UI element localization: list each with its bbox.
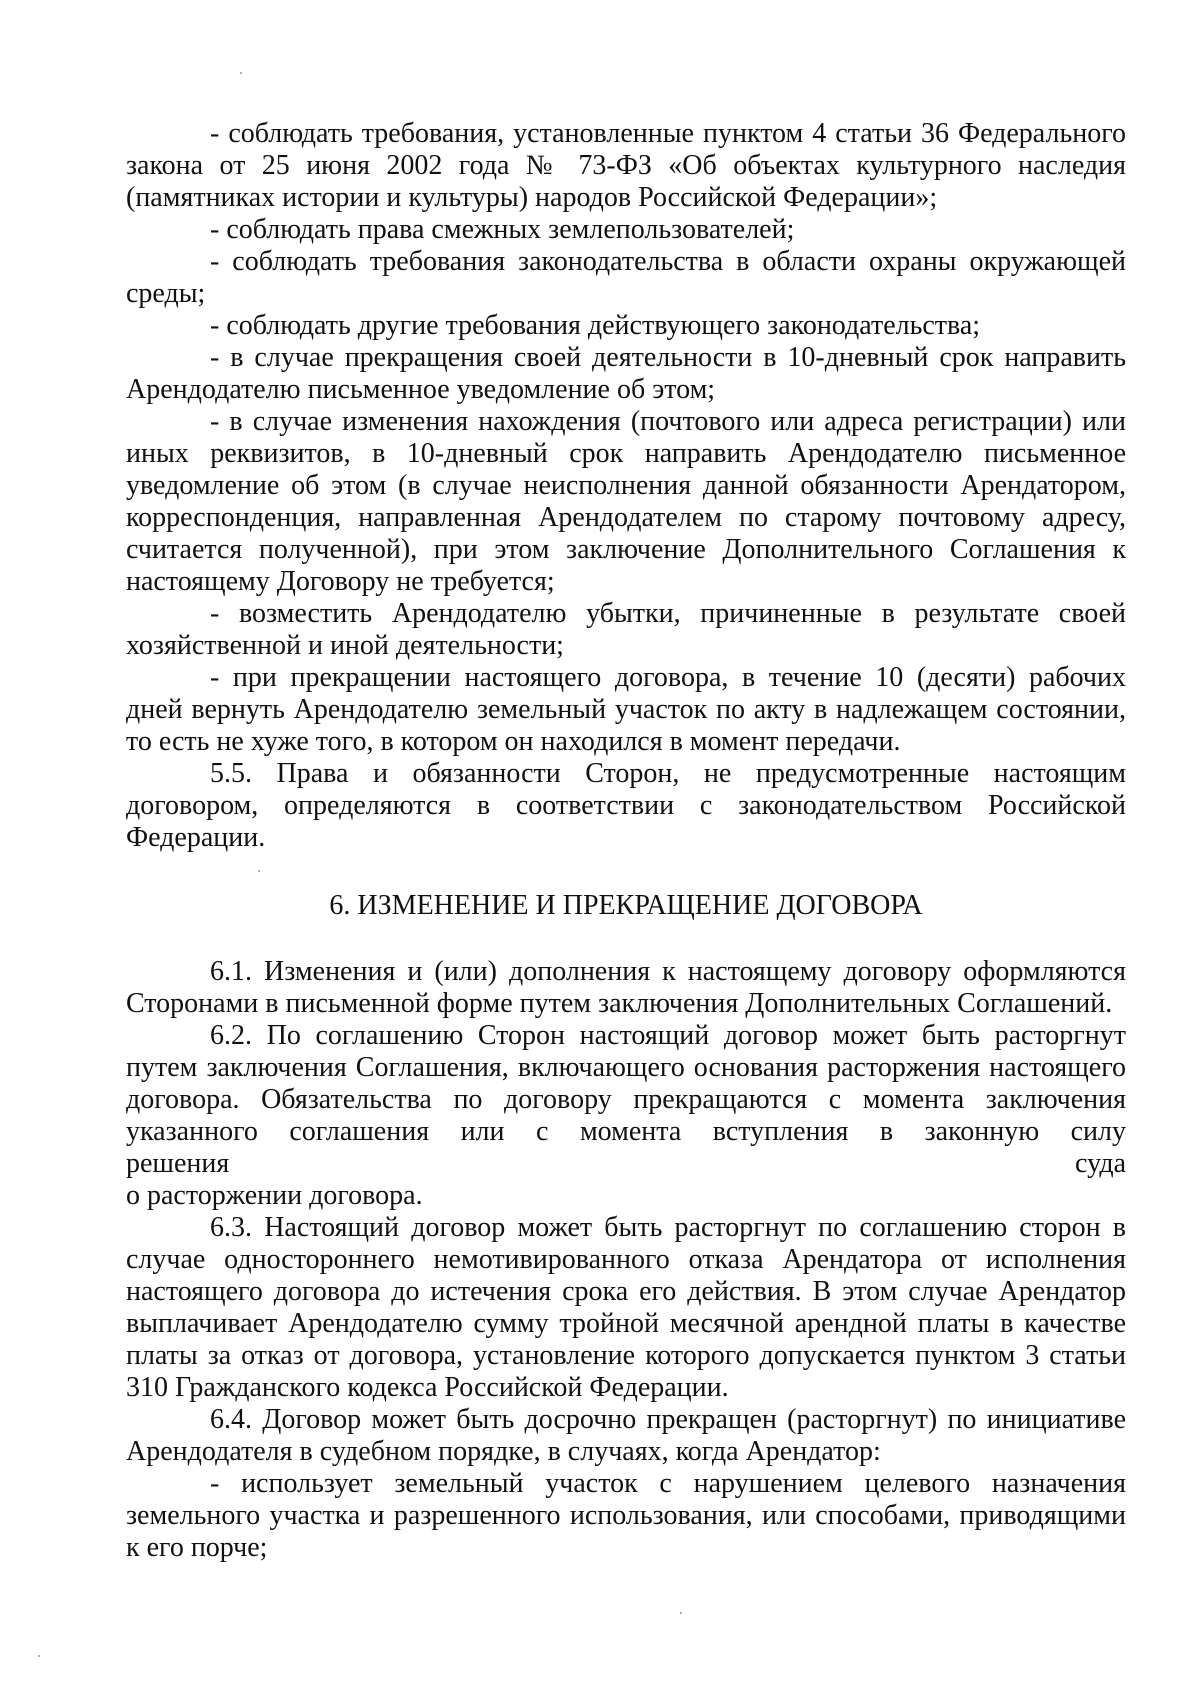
clause-6-4-item: - использует земельный участок с нарушением целевого назначения земельного участка и разрешенного использования, или способами, приводящими к его порче; [126,1468,1126,1563]
obligation-environment: - соблюдать требования законодательства в области охраны окружающей среды; [126,246,1126,309]
section-6-title: 6. ИЗМЕНЕНИЕ И ПРЕКРАЩЕНИЕ ДОГОВОРА [329,890,923,921]
clause-6-2: 6.2. По соглашению Сторон настоящий договор может быть расторгнут путем заключения Соглашения, включающего основания расторжения настоящего договора. Обязательства по договору прекращаются с момента заключения указанного соглашения или с момента вступления в законную силу [126,1020,1126,1147]
scan-speck [680,1612,682,1614]
clause-5-5: 5.5. Права и обязанности Сторон, не предусмотренные настоящим договором, определяются в соответствии с законодательством Российской Федерации. [126,758,1126,853]
clause-6-2-word-court: суда [1075,1148,1126,1179]
obligation-return-land: - при прекращении настоящего договора, в течение 10 (десяти) рабочих дней вернуть Арендодателю земельный участок по акту в надлежащем состоянии, то есть не хуже того, в котором он находился в момент передачи. [126,662,1126,757]
document-page [126,118,1126,1564]
obligation-other-law: - соблюдать другие требования действующего законодательства; [210,310,981,341]
clause-6-1: 6.1. Изменения и (или) дополнения к настоящему договору оформляются Сторонами в письменной форме путем заключения Дополнительных Соглашений. [126,956,1126,1019]
scan-speck [240,72,242,74]
obligation-neighbor-rights: - соблюдать права смежных землепользователей; [210,214,795,245]
obligation-termination-notice: - в случае прекращения своей деятельности в 10-дневный срок направить Арендодателю письменное уведомление об этом; [126,342,1126,405]
obligation-address-change: - в случае изменения нахождения (почтового или адреса регистрации) или иных реквизитов, в 10-дневный срок направить Арендодателю письменное уведомление об этом (в случае неисполнения данной обязанности Арендатором, корреспонденция, направленная Арендодателем по старому почтовому адресу, считается полученной), при этом заключение Дополнительного Соглашения к настоящему Договору не требуется; [126,406,1126,597]
clause-6-2-stretched-line [126,1148,1126,1180]
clause-6-2-tail: о расторжении договора. [126,1180,423,1211]
clause-6-4: 6.4. Договор может быть досрочно прекращен (расторгнут) по инициативе Арендодателя в судебном порядке, в случаях, когда Арендатор: [126,1404,1126,1467]
scan-speck [258,870,260,872]
scan-speck [38,1655,40,1657]
obligation-cultural-heritage: - соблюдать требования, установленные пунктом 4 статьи 36 Федерального закона от 25 июня 2002 года № 73-ФЗ «Об объектах культурного наследия (памятниках истории и культуры) народов Российской Федерации»; [126,118,1126,213]
clause-6-2-word-decision: решения [126,1148,230,1179]
obligation-damages: - возместить Арендодателю убытки, причиненные в результате своей хозяйственной и иной деятельности; [126,598,1126,661]
clause-6-3: 6.3. Настоящий договор может быть расторгнут по соглашению сторон в случае одностороннего немотивированного отказа Арендатора от исполнения настоящего договора до истечения срока его действия. В этом случае Арендатор выплачивает Арендодателю сумму тройной месячной арендной платы в качестве платы за отказ от договора, установление которого допускается пунктом 3 статьи 310 Гражданского кодекса Российской Федерации. [126,1212,1126,1403]
